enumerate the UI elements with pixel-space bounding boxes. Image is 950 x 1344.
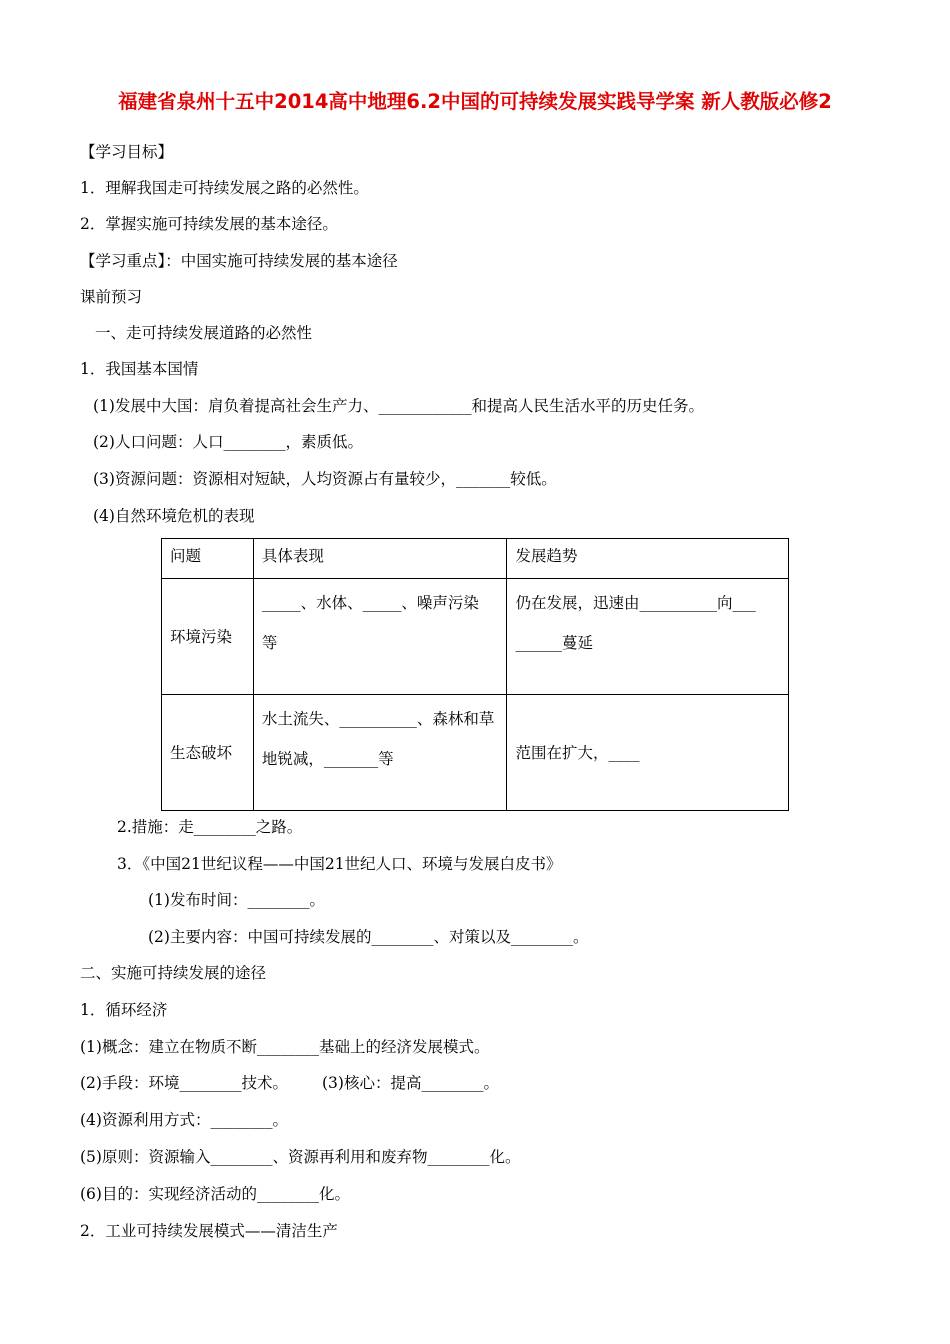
objectives-heading: 【学习目标】	[80, 143, 174, 161]
item-1-4: (4)自然环境危机的表现	[93, 507, 255, 525]
detail-line: 地锐减，_______等	[261, 750, 394, 768]
page-title: 福建省泉州十五中2014高中地理6.2中国的可持续发展实践导学案 新人教版必修2	[118, 90, 832, 113]
sub-1-6: (6)目的：实现经济活动的________化。	[80, 1185, 350, 1203]
row-detail	[253, 695, 507, 811]
sub-1-3: (3)核心：提高________。	[322, 1074, 499, 1092]
trend-line: 范围在扩大，____	[515, 743, 640, 762]
item-1: 1．我国基本国情	[80, 360, 199, 378]
sub-1-2: (2)手段：环境________技术。	[80, 1074, 288, 1092]
row-trend	[507, 695, 789, 811]
detail-line: _____、水体、_____、噪声污染	[261, 594, 479, 612]
item-1-2: (2)人口问题：人口________，素质低。	[93, 433, 363, 451]
objective-1: 1．理解我国走可持续发展之路的必然性。	[80, 179, 369, 197]
item-3-2: (2)主要内容：中国可持续发展的________、对策以及________。	[148, 928, 589, 946]
preview-heading: 课前预习	[80, 288, 143, 306]
sub-1-4: (4)资源利用方式：________。	[80, 1111, 288, 1129]
row-problem: 环境污染	[162, 579, 254, 695]
sub-2: 2．工业可持续发展模式——清洁生产	[80, 1222, 338, 1240]
item-2: 2.措施：走________之路。	[117, 818, 303, 836]
environment-crisis-table	[161, 538, 789, 811]
item-3: 3．《中国21世纪议程——中国21世纪人口、环境与发展白皮书》	[117, 855, 562, 873]
sub-1-5: (5)原则：资源输入________、资源再利用和废弃物________化。	[80, 1148, 521, 1166]
detail-line: 等	[261, 634, 278, 652]
trend-line: ______蔓延	[515, 634, 593, 652]
header-problem: 问题	[162, 539, 254, 579]
sub-1: 1．循环经济	[80, 1001, 168, 1019]
item-1-3: (3)资源问题：资源相对短缺，人均资源占有量较少，_______较低。	[93, 470, 557, 488]
table-row	[162, 579, 789, 695]
header-detail: 具体表现	[253, 539, 507, 579]
table-row	[162, 695, 789, 811]
row-detail	[253, 579, 507, 695]
row-problem: 生态破坏	[162, 695, 254, 811]
trend-line: 仍在发展，迅速由__________向___	[515, 594, 756, 612]
header-trend: 发展趋势	[507, 539, 789, 579]
table-header-row	[162, 539, 789, 579]
item-3-1: (1)发布时间：________。	[148, 891, 325, 909]
sub-1-1: (1)概念：建立在物质不断________基础上的经济发展模式。	[80, 1038, 490, 1056]
item-1-1: (1)发展中大国：肩负着提高社会生产力、____________和提高人民生活水平的历史任务。	[93, 397, 704, 415]
detail-line: 水土流失、__________、森林和草	[261, 710, 495, 728]
key-point: 【学习重点】：中国实施可持续发展的基本途径	[80, 252, 398, 270]
section-2-heading: 二、实施可持续发展的途径	[80, 964, 267, 982]
row-trend	[507, 579, 789, 695]
objective-2: 2．掌握实施可持续发展的基本途径。	[80, 215, 338, 233]
section-1-heading: 一、走可持续发展道路的必然性	[95, 324, 313, 342]
